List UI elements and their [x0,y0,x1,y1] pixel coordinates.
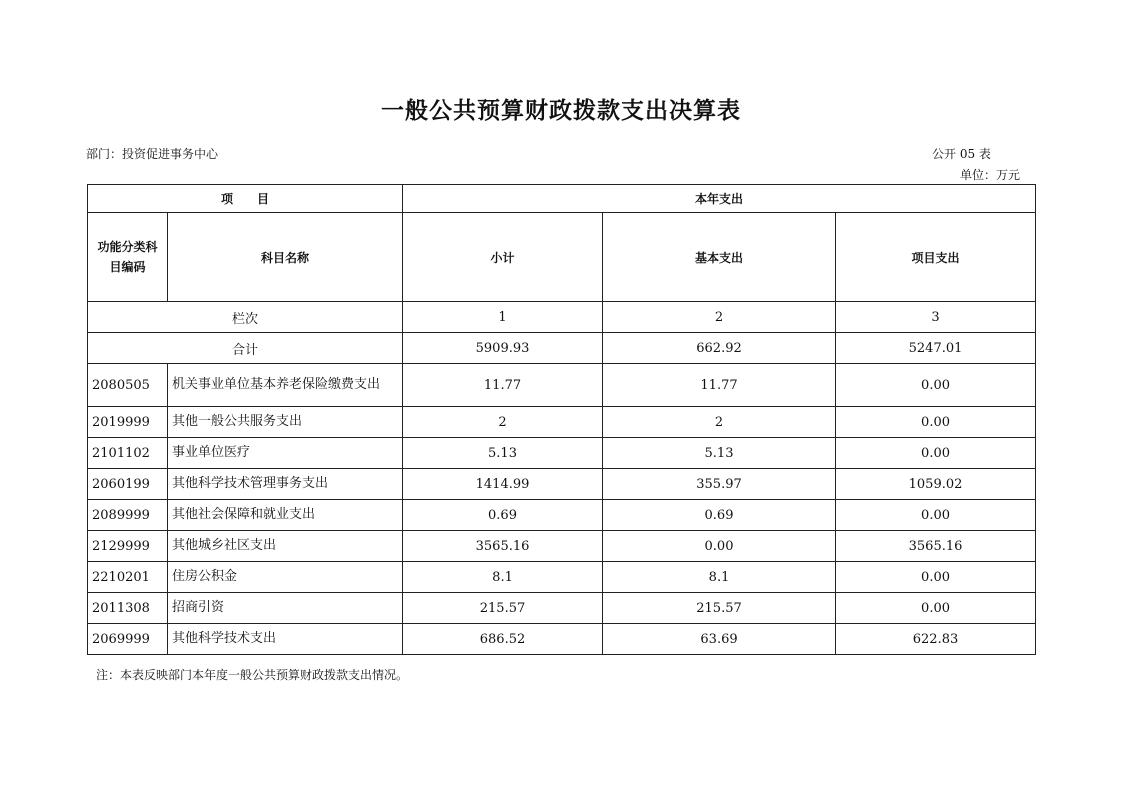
header-code: 功能分类科目编码 [88,213,168,302]
header-name: 科目名称 [168,213,403,302]
header-project: 项 目 [88,185,403,213]
row-subtotal: 11.77 [403,364,603,407]
row-basic: 8.1 [603,562,836,593]
row-project: 0.00 [836,500,1036,531]
row-subtotal: 8.1 [403,562,603,593]
row-project: 0.00 [836,593,1036,624]
row-project: 3565.16 [836,531,1036,562]
form-number: 公开 05 表 [932,147,991,161]
row-basic: 11.77 [603,364,836,407]
row-basic: 2 [603,407,836,438]
row-basic: 5.13 [603,438,836,469]
row-subtotal: 2 [403,407,603,438]
row-name: 其他科学技术管理事务支出 [168,469,403,500]
row-project: 0.00 [836,438,1036,469]
row-subtotal: 3565.16 [403,531,603,562]
table-row [88,438,1036,469]
header-current-year: 本年支出 [403,185,1036,213]
header-row-1 [88,185,1036,213]
row-basic: 0.69 [603,500,836,531]
row-basic: 355.97 [603,469,836,500]
table-row [88,624,1036,655]
row-name: 其他一般公共服务支出 [168,407,403,438]
row-name: 住房公积金 [168,562,403,593]
footnote: 注：本表反映部门本年度一般公共预算财政拨款支出情况。 [96,668,409,682]
table-row [88,593,1036,624]
expenditure-table [87,184,1036,655]
row-project: 0.00 [836,407,1036,438]
department-label: 部门：投资促进事务中心 [86,147,219,161]
row-code: 2101102 [88,438,168,469]
row-project: 1059.02 [836,469,1036,500]
column-index-2: 2 [603,302,836,333]
row-code: 2060199 [88,469,168,500]
table-row [88,531,1036,562]
total-subtotal: 5909.93 [403,333,603,364]
row-basic: 63.69 [603,624,836,655]
header-project-expenditure: 项目支出 [836,213,1036,302]
row-name: 其他科学技术支出 [168,624,403,655]
column-index-label: 栏次 [88,302,403,333]
header-basic: 基本支出 [603,213,836,302]
row-code: 2089999 [88,500,168,531]
row-basic: 0.00 [603,531,836,562]
column-index-1: 1 [403,302,603,333]
row-name: 其他城乡社区支出 [168,531,403,562]
column-index-3: 3 [836,302,1036,333]
row-subtotal: 215.57 [403,593,603,624]
row-code: 2210201 [88,562,168,593]
unit-label: 单位：万元 [960,168,1021,182]
row-subtotal: 5.13 [403,438,603,469]
table-row [88,407,1036,438]
header-row-2 [88,213,1036,302]
row-subtotal: 0.69 [403,500,603,531]
total-project: 5247.01 [836,333,1036,364]
row-code: 2019999 [88,407,168,438]
table-row [88,469,1036,500]
row-subtotal: 686.52 [403,624,603,655]
row-name: 机关事业单位基本养老保险缴费支出 [168,364,403,407]
row-project: 0.00 [836,364,1036,407]
row-name: 事业单位医疗 [168,438,403,469]
table-row [88,562,1036,593]
page-title: 一般公共预算财政拨款支出决算表 [381,97,741,124]
row-code: 2129999 [88,531,168,562]
row-name: 其他社会保障和就业支出 [168,500,403,531]
total-row [88,333,1036,364]
row-code: 2080505 [88,364,168,407]
table-row [88,364,1036,407]
row-project: 622.83 [836,624,1036,655]
row-code: 2011308 [88,593,168,624]
table-row [88,500,1036,531]
column-index-row [88,302,1036,333]
total-basic: 662.92 [603,333,836,364]
row-basic: 215.57 [603,593,836,624]
row-project: 0.00 [836,562,1036,593]
total-label: 合计 [88,333,403,364]
row-name: 招商引资 [168,593,403,624]
header-subtotal: 小计 [403,213,603,302]
row-code: 2069999 [88,624,168,655]
row-subtotal: 1414.99 [403,469,603,500]
